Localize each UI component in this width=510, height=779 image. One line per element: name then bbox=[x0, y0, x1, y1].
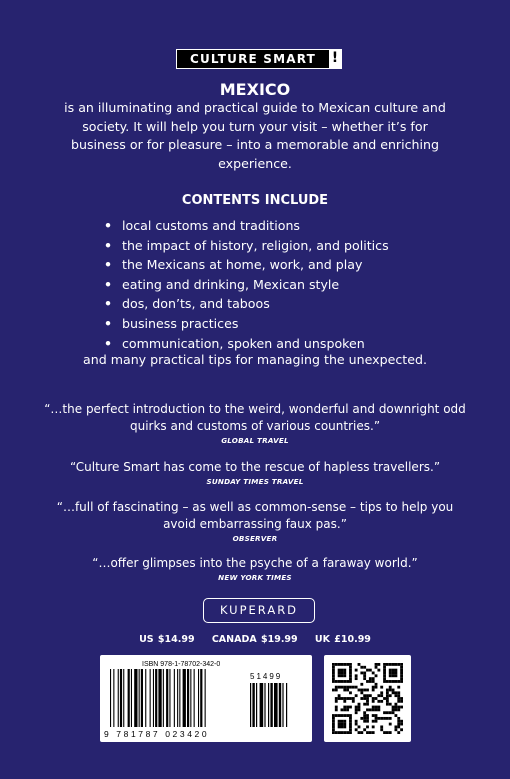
quote-source: OBSERVER bbox=[232, 534, 278, 543]
quote-text: “…the perfect introduction to the weird, wonderful and downright odd quirks and customs of various countries.” bbox=[44, 402, 466, 433]
review-quote bbox=[40, 499, 470, 544]
bullet-icon: • bbox=[104, 237, 113, 253]
list-item bbox=[104, 275, 464, 295]
isbn-barcode-panel bbox=[100, 655, 312, 742]
book-title: MEXICO bbox=[219, 80, 291, 99]
price-line: US $14.99 CANADA $19.99 UK £10.99 bbox=[139, 634, 371, 645]
contents-list bbox=[104, 216, 464, 353]
culture-smart-logo bbox=[176, 49, 342, 69]
contents-heading: CONTENTS INCLUDE bbox=[181, 193, 329, 208]
list-item bbox=[104, 294, 464, 314]
review-quote bbox=[40, 401, 470, 446]
publisher-logo: KUPERARD bbox=[203, 598, 315, 623]
list-item-text: dos, don’ts, and taboos bbox=[122, 296, 270, 312]
list-item-text: communication, spoken and unspoken bbox=[122, 335, 365, 351]
quote-source: GLOBAL TRAVEL bbox=[221, 436, 289, 445]
review-quote bbox=[40, 555, 470, 583]
brand-name: CULTURE SMART bbox=[189, 52, 317, 66]
quote-text: “…offer glimpses into the psyche of a faraway world.” bbox=[92, 556, 418, 570]
list-item-text: local customs and traditions bbox=[122, 218, 300, 233]
list-item bbox=[104, 236, 464, 256]
qr-code-icon bbox=[332, 663, 403, 734]
quote-source: SUNDAY TIMES TRAVEL bbox=[206, 477, 304, 486]
bullet-icon: • bbox=[104, 218, 113, 233]
list-item bbox=[104, 255, 464, 275]
addon-digits: 51499 bbox=[250, 672, 283, 681]
list-item bbox=[104, 216, 464, 236]
quote-text: “Culture Smart has come to the rescue of hapless travellers.” bbox=[69, 460, 441, 474]
bullet-icon: • bbox=[104, 315, 113, 331]
bullet-icon: • bbox=[104, 296, 113, 312]
list-item-text: business practices bbox=[122, 315, 239, 331]
contents-closing: and many practical tips for managing the unexpected. bbox=[83, 352, 427, 367]
quote-text: “…full of fascinating – as well as common-sense – tips to help you avoid embarrassing faux pas.” bbox=[56, 500, 454, 531]
bullet-icon: • bbox=[104, 335, 113, 351]
review-quote bbox=[40, 459, 470, 487]
list-item-text: the impact of history, religion, and politics bbox=[122, 237, 389, 253]
brand-exclamation-mark: ! bbox=[329, 50, 341, 68]
bullet-icon: • bbox=[104, 276, 113, 292]
list-item bbox=[104, 334, 464, 354]
list-item bbox=[104, 314, 464, 334]
quote-source: NEW YORK TIMES bbox=[218, 573, 292, 582]
ean-digits: 9 781787 023420 bbox=[104, 729, 210, 739]
bullet-icon: • bbox=[104, 257, 113, 273]
intro-text: is an illuminating and practical guide to Mexican culture and society. It will help you turn your visit – whether it’s for business or for pleasure – into a memorable and enriching experience. bbox=[64, 100, 446, 171]
list-item-text: the Mexicans at home, work, and play bbox=[122, 257, 363, 273]
isbn-label: ISBN 978-1-78702-342-0 bbox=[142, 661, 221, 668]
qr-code-panel bbox=[324, 655, 411, 742]
list-item-text: eating and drinking, Mexican style bbox=[122, 276, 340, 292]
